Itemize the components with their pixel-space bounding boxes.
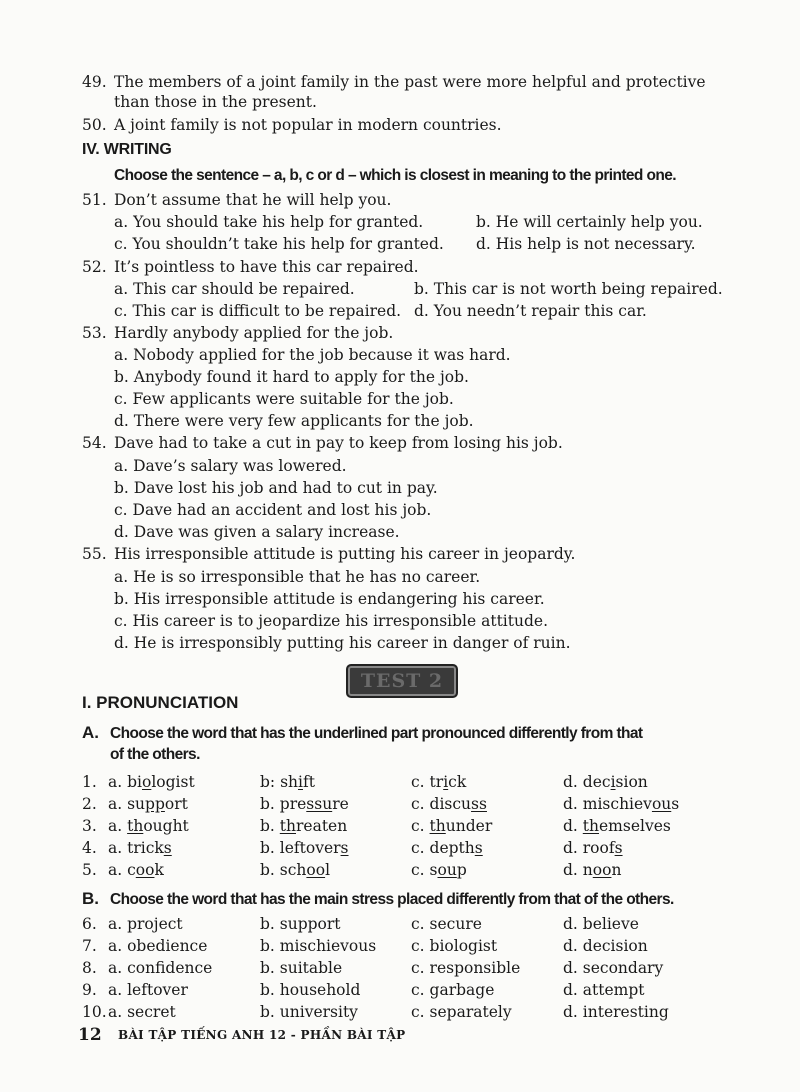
- underlined-part: ou: [437, 861, 457, 879]
- underlined-part: oo: [306, 861, 326, 879]
- underlined-part: th: [429, 817, 446, 835]
- pron-row-number: 1.: [82, 773, 97, 791]
- q53-number: 53.: [82, 324, 107, 342]
- stress-option-b: b. household: [260, 981, 361, 999]
- section-a-instruction-line2: of the others.: [110, 746, 200, 763]
- stress-row-number: 9.: [82, 981, 97, 999]
- q51-stem: Don’t assume that he will help you.: [114, 191, 392, 209]
- stress-option-a: a. secret: [108, 1003, 176, 1021]
- pronunciation-heading: I. PRONUNCIATION: [82, 693, 239, 712]
- pron-option-a: a. support: [108, 795, 188, 813]
- q53-option-c: c. Few applicants were suitable for the job.: [114, 390, 454, 408]
- q52-number: 52.: [82, 258, 107, 276]
- underlined-part: ss: [471, 795, 487, 813]
- q52-option-c: c. This car is difficult to be repaired.: [114, 302, 402, 320]
- q54-option-d: d. Dave was given a salary increase.: [114, 523, 400, 541]
- q55-number: 55.: [82, 545, 107, 563]
- q52-stem: It’s pointless to have this car repaired.: [114, 258, 419, 276]
- pron-row-number: 2.: [82, 795, 97, 813]
- q49-line1: The members of a joint family in the past were more helpful and protective: [114, 73, 706, 91]
- q55-option-a: a. He is so irresponsible that he has no career.: [114, 568, 481, 586]
- test-badge-label: TEST 2: [360, 670, 444, 692]
- pron-row-number: 5.: [82, 861, 97, 879]
- q53-option-a: a. Nobody applied for the job because it was hard.: [114, 346, 511, 364]
- q52-option-d: d. You needn’t repair this car.: [414, 302, 647, 320]
- pron-option-c: c. soup: [411, 861, 467, 879]
- pron-option-b: b: shift: [260, 773, 315, 791]
- underlined-part: i: [443, 773, 449, 791]
- underlined-part: th: [279, 817, 296, 835]
- test-badge: [346, 664, 458, 698]
- stress-option-b: b. university: [260, 1003, 358, 1021]
- pron-option-b: b. school: [260, 861, 331, 879]
- q50-number: 50.: [82, 116, 107, 134]
- pron-option-d: d. themselves: [563, 817, 671, 835]
- writing-heading: IV. WRITING: [82, 141, 172, 158]
- q50-text: A joint family is not popular in modern countries.: [114, 116, 502, 134]
- underlined-part: th: [582, 817, 599, 835]
- pron-option-a: a. biologist: [108, 773, 195, 791]
- underlined-part: oo: [135, 861, 155, 879]
- pron-option-c: c. discuss: [411, 795, 487, 813]
- section-a-instruction-line1: Choose the word that has the underlined part pronounced differently from that: [110, 725, 643, 742]
- stress-option-b: b. suitable: [260, 959, 343, 977]
- pron-option-a: a. cook: [108, 861, 164, 879]
- stress-option-c: c. secure: [411, 915, 482, 933]
- stress-option-a: a. project: [108, 915, 183, 933]
- stress-row-number: 6.: [82, 915, 97, 933]
- stress-row-number: 8.: [82, 959, 97, 977]
- q51-option-d: d. His help is not necessary.: [476, 235, 696, 253]
- underlined-part: th: [127, 817, 144, 835]
- pron-option-c: c. thunder: [411, 817, 493, 835]
- underlined-part: o: [141, 773, 152, 791]
- writing-instruction: Choose the sentence – a, b, c or d – which is closest in meaning to the printed one.: [114, 167, 676, 184]
- q53-stem: Hardly anybody applied for the job.: [114, 324, 394, 342]
- pron-option-d: d. roofs: [563, 839, 623, 857]
- pron-option-b: b. threaten: [260, 817, 348, 835]
- q52-option-a: a. This car should be repaired.: [114, 280, 355, 298]
- footer-title: BÀI TẬP TIẾNG ANH 12 - PHẦN BÀI TẬP: [118, 1028, 406, 1042]
- q54-option-b: b. Dave lost his job and had to cut in pay.: [114, 479, 438, 497]
- q51-option-a: a. You should take his help for granted.: [114, 213, 424, 231]
- stress-option-d: d. attempt: [563, 981, 645, 999]
- stress-option-c: c. separately: [411, 1003, 512, 1021]
- q54-number: 54.: [82, 434, 107, 452]
- q54-option-a: a. Dave’s salary was lowered.: [114, 457, 347, 475]
- q53-option-d: d. There were very few applicants for the job.: [114, 412, 474, 430]
- pron-option-b: b. pressure: [260, 795, 349, 813]
- pron-option-b: b. leftovers: [260, 839, 349, 857]
- pron-option-d: d. noon: [563, 861, 622, 879]
- stress-option-a: a. confidence: [108, 959, 213, 977]
- section-b-instruction: Choose the word that has the main stress placed differently from that of the others.: [110, 891, 674, 908]
- underlined-part: s: [163, 839, 172, 857]
- q54-option-c: c. Dave had an accident and lost his job.: [114, 501, 432, 519]
- page-number: 12: [78, 1025, 102, 1045]
- stress-option-a: a. obedience: [108, 937, 208, 955]
- stress-row-number: 7.: [82, 937, 97, 955]
- pron-option-d: d. mischievous: [563, 795, 680, 813]
- q55-stem: His irresponsible attitude is putting his career in jeopardy.: [114, 545, 576, 563]
- q55-option-d: d. He is irresponsibly putting his career in danger of ruin.: [114, 634, 571, 652]
- stress-option-b: b. support: [260, 915, 341, 933]
- pron-option-a: a. tricks: [108, 839, 172, 857]
- stress-option-b: b. mischievous: [260, 937, 377, 955]
- pron-option-d: d. decision: [563, 773, 648, 791]
- q54-stem: Dave had to take a cut in pay to keep from losing his job.: [114, 434, 563, 452]
- stress-option-c: c. responsible: [411, 959, 521, 977]
- underlined-part: oo: [592, 861, 612, 879]
- underlined-part: ou: [651, 795, 672, 813]
- pron-option-c: c. depths: [411, 839, 483, 857]
- q51-option-c: c. You shouldn’t take his help for granted.: [114, 235, 444, 253]
- q55-option-b: b. His irresponsible attitude is endangering his career.: [114, 590, 545, 608]
- underlined-part: pp: [145, 795, 165, 813]
- pron-option-c: c. trick: [411, 773, 467, 791]
- underlined-part: ssu: [306, 795, 333, 813]
- underlined-part: s: [614, 839, 623, 857]
- underlined-part: s: [340, 839, 349, 857]
- underlined-part: i: [610, 773, 616, 791]
- pron-row-number: 3.: [82, 817, 97, 835]
- q53-option-b: b. Anybody found it hard to apply for the job.: [114, 368, 469, 386]
- stress-option-d: d. interesting: [563, 1003, 669, 1021]
- section-a-label: A.: [82, 723, 99, 742]
- q55-option-c: c. His career is to jeopardize his irresponsible attitude.: [114, 612, 548, 630]
- stress-option-a: a. leftover: [108, 981, 188, 999]
- stress-option-d: d. secondary: [563, 959, 664, 977]
- underlined-part: s: [474, 839, 483, 857]
- stress-option-d: d. decision: [563, 937, 648, 955]
- section-b-label: B.: [82, 889, 99, 908]
- underlined-part: i: [298, 773, 303, 791]
- stress-option-c: c. biologist: [411, 937, 498, 955]
- stress-option-c: c. garbage: [411, 981, 495, 999]
- stress-option-d: d. believe: [563, 915, 639, 933]
- q51-option-b: b. He will certainly help you.: [476, 213, 703, 231]
- q51-number: 51.: [82, 191, 107, 209]
- pron-row-number: 4.: [82, 839, 97, 857]
- q49-line2: than those in the present.: [114, 93, 317, 111]
- q49-number: 49.: [82, 73, 107, 91]
- stress-row-number: 10.: [82, 1003, 107, 1021]
- pron-option-a: a. thought: [108, 817, 189, 835]
- q52-option-b: b. This car is not worth being repaired.: [414, 280, 723, 298]
